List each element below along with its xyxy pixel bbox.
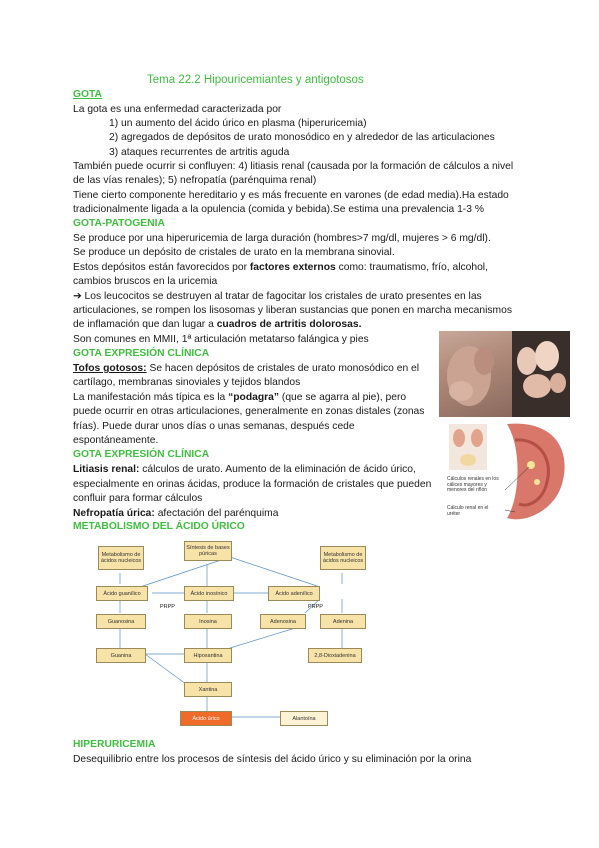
patogenia-line-3c: como: traumatismo, frío, alcohol, [335, 262, 488, 273]
box-inosina: Inosina [184, 614, 232, 629]
label-prpp-1: PRPP [160, 604, 175, 610]
gota-intro: La gota es una enfermedad caracterizada por [73, 104, 282, 115]
gota-item-1: 1) un aumento del ácido úrico en plasma (hiperuricemia) [109, 118, 367, 129]
gota-extra-3: Tiene cierto componente hereditario y es más frecuente en varones (de edad media).Ha estado [73, 190, 509, 201]
tofos-label: Tofos gotosos: [73, 363, 147, 374]
box-adenina: Adenina [320, 614, 366, 629]
box-acido-guanilico: Ácido guanílico [96, 586, 148, 601]
box-xantina: Xantina [184, 682, 232, 697]
nefropatia-label: Nefropatía úrica: [73, 508, 155, 519]
clinica1-line-4: puede ocurrir en otras articulaciones, generalmente en zonas distales (zonas [73, 406, 425, 417]
section-heading-clinica-2: GOTA EXPRESIÓN CLÍNICA [73, 449, 210, 460]
gota-extra-1: También puede ocurrir si confluyen: 4) litiasis renal (causada por la formación de cálculos a nivel [73, 161, 514, 172]
clinica1-line-3a: La manifestación más típica es la [73, 392, 229, 403]
box-sintesis: Síntesis de bases púricas [184, 541, 232, 561]
uric-acid-metabolism-diagram [80, 537, 380, 727]
label-prpp-2: PRPP [308, 604, 323, 610]
foot-photo [439, 331, 512, 417]
artritis-dolorosas: cuadros de artritis dolorosas. [216, 319, 362, 330]
clinica2-line-1 [73, 463, 416, 478]
patogenia-line-5: ➔ Los leucocitos se destruyen al tratar de fagocitar los cristales de urato presentes en las [73, 291, 482, 302]
patogenia-line-4: cambios bruscos en la uricemia [73, 276, 218, 287]
hand-photo [512, 331, 570, 417]
box-hipoxantina: Hipoxantina [184, 648, 232, 663]
patogenia-line-3 [73, 261, 488, 276]
patogenia-line-3a: Estos depósitos están favorecidos por [73, 262, 250, 273]
gota-extra-4: tradicionalmente ligada a la opulencia (comida y bebida).Se estima una prevalencia 1-3 % [73, 204, 484, 215]
clinica2-line-3: confluir para formar cálculos [73, 493, 203, 504]
section-heading-patogenia: GOTA-PATOGENIA [73, 218, 165, 229]
kidney-caption-2: Cálculo renal en el uréter [447, 505, 489, 517]
section-heading-clinica-1: GOTA EXPRESIÓN CLÍNICA [73, 348, 210, 359]
clinica1-line-3 [73, 391, 406, 406]
gota-item-2: 2) agregados de depósitos de urato monosódico en y alrededor de las articulaciones [109, 132, 495, 143]
patogenia-line-2: Se produce un depósito de cristales de urato en la membrana sinovial. [73, 247, 395, 258]
box-guanina: Guanina [96, 648, 146, 663]
section-heading-metabolismo: METABOLISMO DEL ÁCIDO ÚRICO [73, 521, 245, 532]
clinica2-line-2: especialmente en orinas ácidas, produce la formación de cristales que pueden [73, 479, 432, 490]
podagra: “podagra” [228, 392, 280, 403]
patogenia-line-8: Son comunes en MMII, 1ª articulación metatarso falángica y pies [73, 334, 369, 345]
factores-externos: factores externos [249, 262, 336, 273]
page-title: Tema 22.2 Hipouricemiantes y antigotosos [147, 74, 364, 86]
box-acido-inosinico: Ácido inosínico [184, 586, 234, 601]
box-metabolismo-izq: Metabolismo de ácidos nucleicos [98, 546, 144, 570]
patogenia-line-6: articulaciones, se rompen los lisosomas y liberan sustancias que ponen en marcha mecanismos [73, 305, 512, 316]
hiperuricemia-text: Desequilibrio entre los procesos de síntesis del ácido úrico y su eliminación por la orina [73, 754, 472, 765]
clinica2-line-4-text: afectación del parénquima [154, 508, 279, 519]
box-acido-adenilico: Ácido adenílico [268, 586, 320, 601]
box-metabolismo-der: Metabolismo de ácidos nucleicos [320, 546, 366, 570]
clinica2-line-1-text: cálculos de urato. Aumento de la eliminación de ácido úrico, [139, 464, 416, 475]
box-acido-urico: Ácido úrico [180, 711, 232, 726]
clinica1-line-6: espontáneamente. [73, 435, 159, 446]
patogenia-line-7a: de inflamación que dan lugar a [73, 319, 217, 330]
kidney-caption-1: Cálculos renales en los cálices mayores y menores del riñón [447, 476, 499, 493]
section-heading-gota: GOTA [73, 89, 102, 100]
litiasis-label: Litiasis renal: [73, 464, 140, 475]
clinica2-line-4 [73, 507, 278, 522]
box-dihidroxiadenina: 2,8-Dioxiadenina [308, 648, 362, 663]
box-guanosina: Guanosina [96, 614, 146, 629]
box-alantoina: Alantoína [280, 711, 328, 726]
gota-extra-2: de las vías renales); 5) nefropatía (parénquima renal) [73, 175, 317, 186]
patogenia-line-7 [73, 318, 361, 333]
kidney-figure [445, 420, 570, 526]
clinica1-line-3c: (que se agarra al pie), pero [279, 392, 407, 403]
box-adenosina: Adenosina [260, 614, 306, 629]
section-heading-hiperuricemia: HIPERURICEMIA [73, 739, 156, 750]
clinica1-line-5: frías). Puede durar unos días o unas semanas, después cede [73, 421, 355, 432]
gota-item-3: 3) ataques recurrentes de artritis aguda [109, 147, 290, 158]
clinica1-line-1 [73, 362, 419, 377]
clinica1-line-2: cartílago, membranas sinoviales y tejidos blandos [73, 377, 301, 388]
clinica1-line-1-text: Se hacen depósitos de cristales de urato monosódico en el [146, 363, 420, 374]
patogenia-line-1: Se produce por una hiperuricemia de larga duración (hombres>7 mg/dl, mujeres > 6 mg/dl). [73, 233, 491, 244]
